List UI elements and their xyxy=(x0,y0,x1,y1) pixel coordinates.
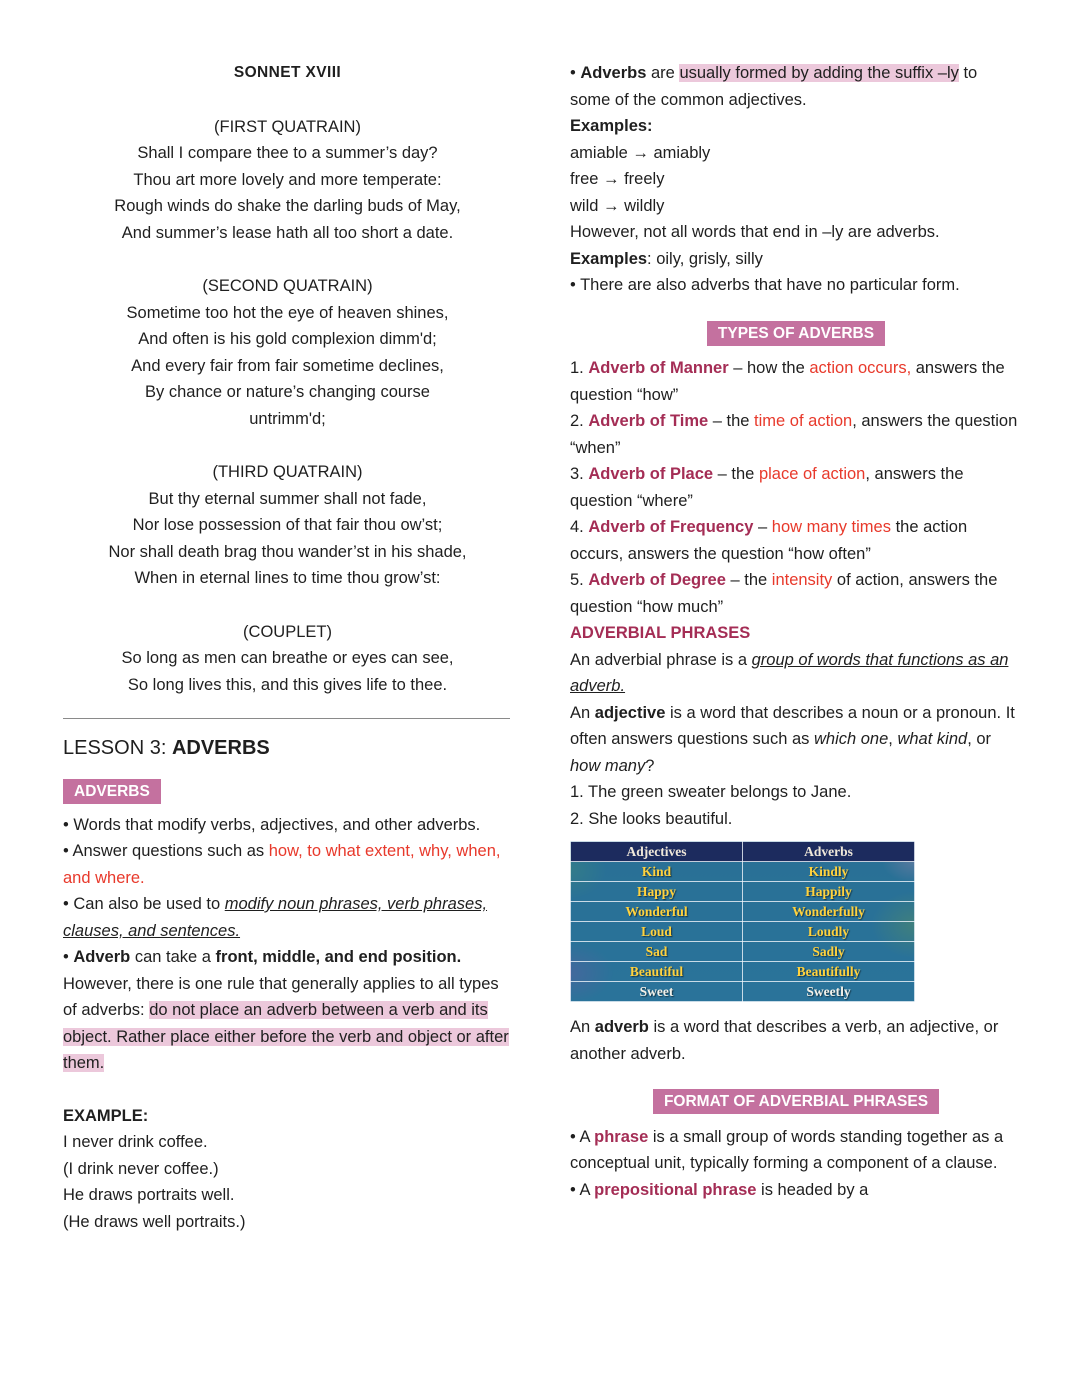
adjective-cell: Sad xyxy=(571,942,743,962)
bullet-3-text: • Can also be used to xyxy=(63,895,225,913)
format-of-adverbial-phrases-badge: FORMAT OF ADVERBIAL PHRASES xyxy=(653,1089,939,1114)
sonnet-line: So long lives this, and this gives life to thee. xyxy=(127,675,448,694)
adjective-bold: adjective xyxy=(594,703,666,722)
item-text: – how the xyxy=(728,359,810,377)
stanza-heading: (FIRST QUATRAIN) xyxy=(214,117,361,136)
item-red-text: how many times xyxy=(771,518,891,536)
table-row xyxy=(571,982,915,1002)
formation-highlight: usually formed by adding the suffix –ly xyxy=(679,64,959,82)
adverb-type-name: Adverb of Manner xyxy=(588,359,729,377)
stanza-third-quatrain xyxy=(63,459,512,592)
item-number: 4. xyxy=(570,518,589,536)
italic-question: how many xyxy=(570,756,646,775)
example-line: (He draws well portraits.) xyxy=(63,1212,246,1231)
numbered-example: 1. The green sweater belongs to Jane. xyxy=(570,783,852,801)
lesson-number: LESSON 3: xyxy=(63,737,167,759)
position-text-1: can take a xyxy=(130,948,216,966)
adverb-type-name: Adverb of Place xyxy=(588,465,714,483)
item-rest: , answers the question “where” xyxy=(570,465,964,510)
adjectives-adverbs-table xyxy=(570,841,915,1002)
formation-text-2: to some of the common adjectives. xyxy=(570,64,978,109)
item-red-text: intensity xyxy=(771,571,833,589)
formation-bold: Adverbs xyxy=(580,64,647,82)
stanza-couplet xyxy=(63,619,512,699)
lesson-name: ADVERBS xyxy=(171,737,270,759)
adverbial-phrase-definition xyxy=(570,647,1022,700)
sonnet-line: And every fair from fair sometime declines, xyxy=(131,356,444,375)
position-highlighted-rule: do not place an adverb between a verb and its object. Rather place either before the verb and object or after them. xyxy=(63,1001,509,1072)
sonnet-line: untrimm'd; xyxy=(249,409,326,428)
item-rest: of action, answers the question “how much” xyxy=(570,571,998,616)
adverbs-bullet-3 xyxy=(63,891,512,944)
bullet-3-italic-text: modify noun phrases, verb phrases, clauses, and sentences. xyxy=(63,895,488,940)
phrase-definition xyxy=(570,1124,1022,1177)
adverb-type-item xyxy=(570,408,1022,461)
adjective-cell: Sweet xyxy=(571,982,743,1002)
adverb-cell: Wonderfully xyxy=(743,902,915,922)
types-badge-row xyxy=(570,320,1022,347)
table-row xyxy=(571,962,915,982)
example-label: EXAMPLE: xyxy=(63,1106,149,1125)
adjective-cell: Beautiful xyxy=(571,962,743,982)
definition-text: is a word that describes a noun or a pronoun. It often answers questions such as xyxy=(570,703,1015,748)
definition-text: , xyxy=(888,730,898,748)
sonnet-line: Nor shall death brag thou wander’st in his shade, xyxy=(108,542,467,561)
definition-text: is a word that describes a verb, an adjective, or another adverb. xyxy=(570,1018,999,1063)
adverb-type-item xyxy=(570,514,1022,567)
format-badge-row xyxy=(570,1088,1022,1115)
table-header-row xyxy=(571,842,915,862)
table-row xyxy=(571,922,915,942)
adverbs-badge: ADVERBS xyxy=(63,779,161,804)
adverb-type-item xyxy=(570,567,1022,620)
item-number: 2. xyxy=(570,412,589,430)
item-red-text: place of action xyxy=(758,465,866,483)
example-pair: wild → wildly xyxy=(570,196,665,215)
example-line: He draws portraits well. xyxy=(63,1186,235,1204)
examples-2-label: Examples xyxy=(570,249,648,268)
lesson-title xyxy=(63,733,512,763)
example-section xyxy=(63,1103,512,1236)
stanza-heading: (SECOND QUATRAIN) xyxy=(202,277,373,295)
item-rest: answers the question “how” xyxy=(570,359,1005,404)
italic-question: what kind xyxy=(897,730,968,748)
adjective-definition xyxy=(570,700,1022,780)
adverb-type-item xyxy=(570,461,1022,514)
position-bold-2: front, middle, and end position. xyxy=(215,948,462,966)
stanza-heading: (THIRD QUATRAIN) xyxy=(212,463,363,481)
examples-2-list: : oily, grisly, silly xyxy=(647,249,763,268)
bullet-2-text: • Answer questions such as xyxy=(63,842,269,860)
position-text-2: However, there is one rule that generally applies to all types of adverbs: xyxy=(63,974,499,1019)
bullet-2-red-text: how, to what extent, why, when, and where. xyxy=(63,842,501,887)
definition-text: An xyxy=(570,1018,595,1036)
stanza-second-quatrain xyxy=(63,273,512,432)
bullet-glyph: • A xyxy=(570,1180,595,1199)
definition-italic: group of words that functions as an adverb. xyxy=(570,650,1009,695)
definition-text: is a small group of words standing together as a conceptual unit, typically forming a component of a clause. xyxy=(570,1127,1004,1172)
table-row xyxy=(571,882,915,902)
prepositional-phrase-term: prepositional phrase xyxy=(594,1180,757,1199)
sonnet-line: Shall I compare thee to a summer’s day? xyxy=(137,144,438,162)
item-text: – the xyxy=(713,465,759,483)
sonnet-title: SONNET XVIII xyxy=(233,64,342,81)
right-column xyxy=(570,60,1022,1397)
adverb-type-name: Adverb of Frequency xyxy=(588,518,754,536)
example-line: (I drink never coffee.) xyxy=(63,1159,219,1178)
item-red-text: action occurs, xyxy=(809,359,912,377)
sonnet-line: Nor lose possession of that fair thou ow’st; xyxy=(132,516,443,534)
adjective-cell: Happy xyxy=(571,882,743,902)
adverbial-phrases-heading: ADVERBIAL PHRASES xyxy=(570,624,751,642)
examples-2 xyxy=(570,246,1022,273)
numbered-example: 2. She looks beautiful. xyxy=(570,809,733,828)
sonnet-line: Rough winds do shake the darling buds of May, xyxy=(114,197,461,215)
item-rest: , answers the question “when” xyxy=(570,412,1018,457)
types-of-adverbs-badge: TYPES OF ADVERBS xyxy=(707,321,885,346)
adverb-bold: adverb xyxy=(594,1018,649,1036)
examples-label: Examples: xyxy=(570,117,653,135)
formation-text-1: are xyxy=(646,64,680,82)
example-pair: amiable → amiably xyxy=(570,143,711,162)
however-note: However, not all words that end in –ly are adverbs. xyxy=(570,223,940,241)
sonnet-line: But thy eternal summer shall not fade, xyxy=(148,489,427,508)
example-line: I never drink coffee. xyxy=(63,1133,208,1151)
item-red-text: time of action xyxy=(754,412,853,430)
adverb-position-paragraph xyxy=(63,944,512,1077)
phrase-term: phrase xyxy=(594,1127,649,1146)
adverb-cell: Beautifully xyxy=(743,962,915,982)
prepositional-phrase-definition xyxy=(570,1177,1022,1204)
adverb-cell: Happily xyxy=(743,882,915,902)
no-particular-form-bullet: • There are also adverbs that have no particular form. xyxy=(570,276,960,294)
sonnet-line: Sometime too hot the eye of heaven shines, xyxy=(126,303,449,322)
sonnet-line: When in eternal lines to time thou grow’st: xyxy=(134,569,441,587)
definition-text: An adverbial phrase is a xyxy=(570,650,752,669)
adverbs-bullet-2 xyxy=(63,838,512,891)
sonnet-line: So long as men can breathe or eyes can see, xyxy=(121,649,454,667)
table-row xyxy=(571,902,915,922)
stanza-heading: (COUPLET) xyxy=(243,622,332,641)
bullet-glyph: • xyxy=(570,64,581,82)
item-rest: the action occurs, answers the question “how often” xyxy=(570,518,968,563)
bullet-glyph: • A xyxy=(570,1127,595,1146)
adjective-cell: Wonderful xyxy=(571,902,743,922)
definition-text: is headed by a xyxy=(756,1180,869,1199)
adjective-cell: Loud xyxy=(571,922,743,942)
adverb-type-name: Adverb of Time xyxy=(588,412,709,430)
adjective-cell: Kind xyxy=(571,862,743,882)
adverb-cell: Sweetly xyxy=(743,982,915,1002)
sonnet-line: And summer’s lease hath all too short a date. xyxy=(121,223,454,242)
sonnet-line: And often is his gold complexion dimm'd; xyxy=(138,330,437,348)
stanza-first-quatrain xyxy=(63,114,512,247)
definition-text: , or xyxy=(967,730,992,748)
table-row xyxy=(571,862,915,882)
table-header-adjectives: Adjectives xyxy=(571,842,743,862)
definition-text: ? xyxy=(645,756,655,775)
table-row xyxy=(571,942,915,962)
sonnet-line: By chance or nature’s changing course xyxy=(145,383,430,401)
item-number: 1. xyxy=(570,359,589,377)
left-column xyxy=(63,60,512,1397)
adverb-definition xyxy=(570,1014,1022,1067)
adverb-type-item xyxy=(570,355,1022,408)
sonnet-line: Thou art more lovely and more temperate: xyxy=(133,170,442,189)
adverb-cell: Sadly xyxy=(743,942,915,962)
position-bold-1: Adverb xyxy=(73,948,131,966)
example-pair: free → freely xyxy=(570,170,665,188)
adverb-formation-paragraph xyxy=(570,60,1022,113)
sonnet-section xyxy=(63,60,512,698)
adverbs-badge-row xyxy=(63,778,512,805)
adverb-cell: Loudly xyxy=(743,922,915,942)
item-text: – xyxy=(753,518,772,536)
bullet-glyph: • xyxy=(63,948,74,966)
adverbs-bullet-1: • Words that modify verbs, adjectives, and other adverbs. xyxy=(63,815,481,834)
item-number: 5. xyxy=(570,571,589,589)
item-text: – the xyxy=(708,412,755,430)
table-header-adverbs: Adverbs xyxy=(743,842,915,862)
section-divider xyxy=(63,718,510,719)
definition-text: An xyxy=(570,703,595,722)
adverb-type-name: Adverb of Degree xyxy=(588,571,726,589)
item-text: – the xyxy=(725,571,772,589)
italic-question: which one xyxy=(813,730,889,748)
item-number: 3. xyxy=(570,465,589,483)
adverb-cell: Kindly xyxy=(743,862,915,882)
